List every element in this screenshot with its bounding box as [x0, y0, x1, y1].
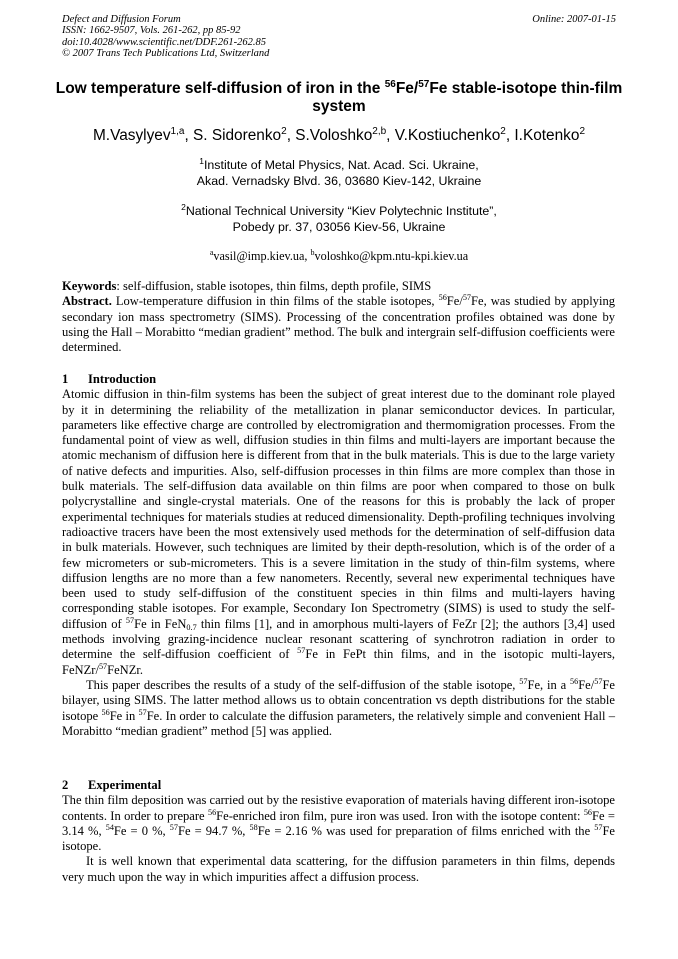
email-link[interactable]: vasil@imp.kiev.ua, [213, 249, 311, 263]
author-emails: $^a$vasil@imp.kiev.ua, $^b$voloshko@kpm.ntu-kpi.kiev.ua [209, 248, 469, 263]
copyright-line: © 2007 Trans Tech Publications Ltd, Switzerland [62, 48, 270, 60]
affiliation-2: $^2$National Technical University “Kiev Polytechnic Institute”, Pobedy pr. 37, 03056 Kiev-56, Ukraine [181, 202, 497, 234]
author: V.Kostiuchenko$^2$, [394, 126, 515, 144]
author-list [20, 127, 658, 145]
title-text: Fe stable-isotope thin-film system [312, 80, 623, 115]
section-heading: 2 Experimental [62, 778, 162, 792]
online-date: Online: 2007-01-15 [532, 14, 616, 25]
paragraph: Atomic diffusion in thin-film systems has been the subject of great interest due to the dominant role played by it in determining the reliability of the metallization in planar semiconductor devices. In particular, parameters like effective charge are controlled by electromigration and thermomigration processes. From the fundamental point of view as well, diffusion studies in thin films and multi-layers are important because the atomic mechanism of diffusion here is different from that in the bulk materials. This is due to the large variety of native defects and impurities. Also, self-diffusion processes in thin films are more complex than those in bulk materials. The self-diffusion data available on thin films are poor when compared to those on bulk polycrystalline and single-crystal materials. One of the reasons for this is probably the lack of proper experimental techniques for materials studies at reduced dimensionality. Depth-profiling techniques involving radioactive tracers have been the most extensively used methods for the determination of self-diffusion data in bulk materials. However, such techniques are limited by their depth-resolution, which is of the order of a few micrometers or sub-micrometers. This is a severe limitation in the study of thin-film systems, where diffusion lengths are no more than a few nanometers. Recently, several new experimental techniques have been used to study self-diffusion of the constituent species in thin films and multi-layers having corresponding stable isotopes. For example, Secondary Ion Spectrometry (SIMS) is used to study the self-diffusion of $^{57}$Fe in FeN$_{0.7}$ thin films [1], and in amorphous multi-layers of FeZr [2]; the authors [3,4] used methods involving grazing-incidence nuclear resonant scattering of synchrotron radiation in order to determine the self-diffusion coefficient of $^{57}$Fe in FePt thin films, and in the isotopic multi-layers, FeNZr/$^{57}$FeNZr. [62, 387, 615, 677]
affiliation-1: $^1$Institute of Metal Physics, Nat. Acad. Sci. Ukraine, Akad. Vernadsky Blvd. 36, 03680 Kiev-142, Ukraine [196, 156, 482, 188]
issn-line: ISSN: 1662-9507, Vols. 261-262, pp 85-92 [62, 25, 241, 37]
author: I.Kotenko$^2$ [514, 126, 585, 144]
author: M.Vasylyev$^{1,a}$, [92, 126, 193, 144]
paragraph: The thin film deposition was carried out by the resistive evaporation of materials having different iron-isotope contents. In order to prepare $^{56}$Fe-enriched iron film, pure iron was used. Iron with the isotope content: $^{56}$Fe = 3.14 %, $^{54}$Fe = 0 %, $^{57}$Fe = 94.7 %, $^{58}$Fe = 2.16 % was used for preparation of films enriched with the $^{57}$Fe isotope. [62, 793, 615, 854]
title-sup: 56 [384, 79, 396, 90]
title-text: Low temperature self-diffusion of iron in the [55, 80, 385, 97]
title-text: Fe/ [395, 80, 419, 97]
title-sup: 57 [418, 79, 430, 90]
author: S. Sidorenko$^2$, [193, 126, 296, 144]
paragraph: This paper describes the results of a study of the self-diffusion of the stable isotope, $^{57}$Fe, in a $^{56}$Fe/$^{57}$Fe bilayer, using SIMS. The latter method allows us to obtain concentration vs depth distributions for the stable isotope $^{56}$Fe in $^{57}$Fe. In order to calculate the diffusion parameters, the relatively simple and convenient Hall – Morabitto “median gradient” method [5] was applied. [62, 676, 615, 738]
paragraph: It is well known that experimental data scattering, for the diffusion parameters in thin films, depends very much upon the way in which impurities affect a diffusion process. [62, 854, 615, 884]
keywords: Keywords: self-diffusion, stable isotopes, thin films, depth profile, SIMS [62, 279, 432, 293]
author: S.Voloshko$^{2,b}$, [295, 126, 395, 144]
abstract: Abstract. Low-temperature diffusion in thin films of the stable isotopes, $^{56}$Fe/$^{57}$Fe, was studied by applying secondary ion mass spectrometry (SIMS). Processing of the concentration profiles obtained was done by using the Hall – Morabitto “median gradient” method. The bulk and intergrain self-diffusion coefficients were determined. [62, 293, 615, 355]
section-introduction [62, 372, 615, 739]
journal-name: Defect and Diffusion Forum [62, 14, 181, 25]
email-link[interactable]: voloshko@kpm.ntu-kpi.kiev.ua [314, 249, 469, 263]
section-heading: 1 Introduction [62, 372, 157, 386]
keywords-abstract-block [62, 279, 615, 355]
doi-line[interactable]: doi:10.4028/www.scientific.net/DDF.261-262.85 [62, 36, 267, 48]
journal-header [62, 14, 269, 60]
section-experimental [62, 778, 615, 885]
paper-title [40, 80, 638, 116]
